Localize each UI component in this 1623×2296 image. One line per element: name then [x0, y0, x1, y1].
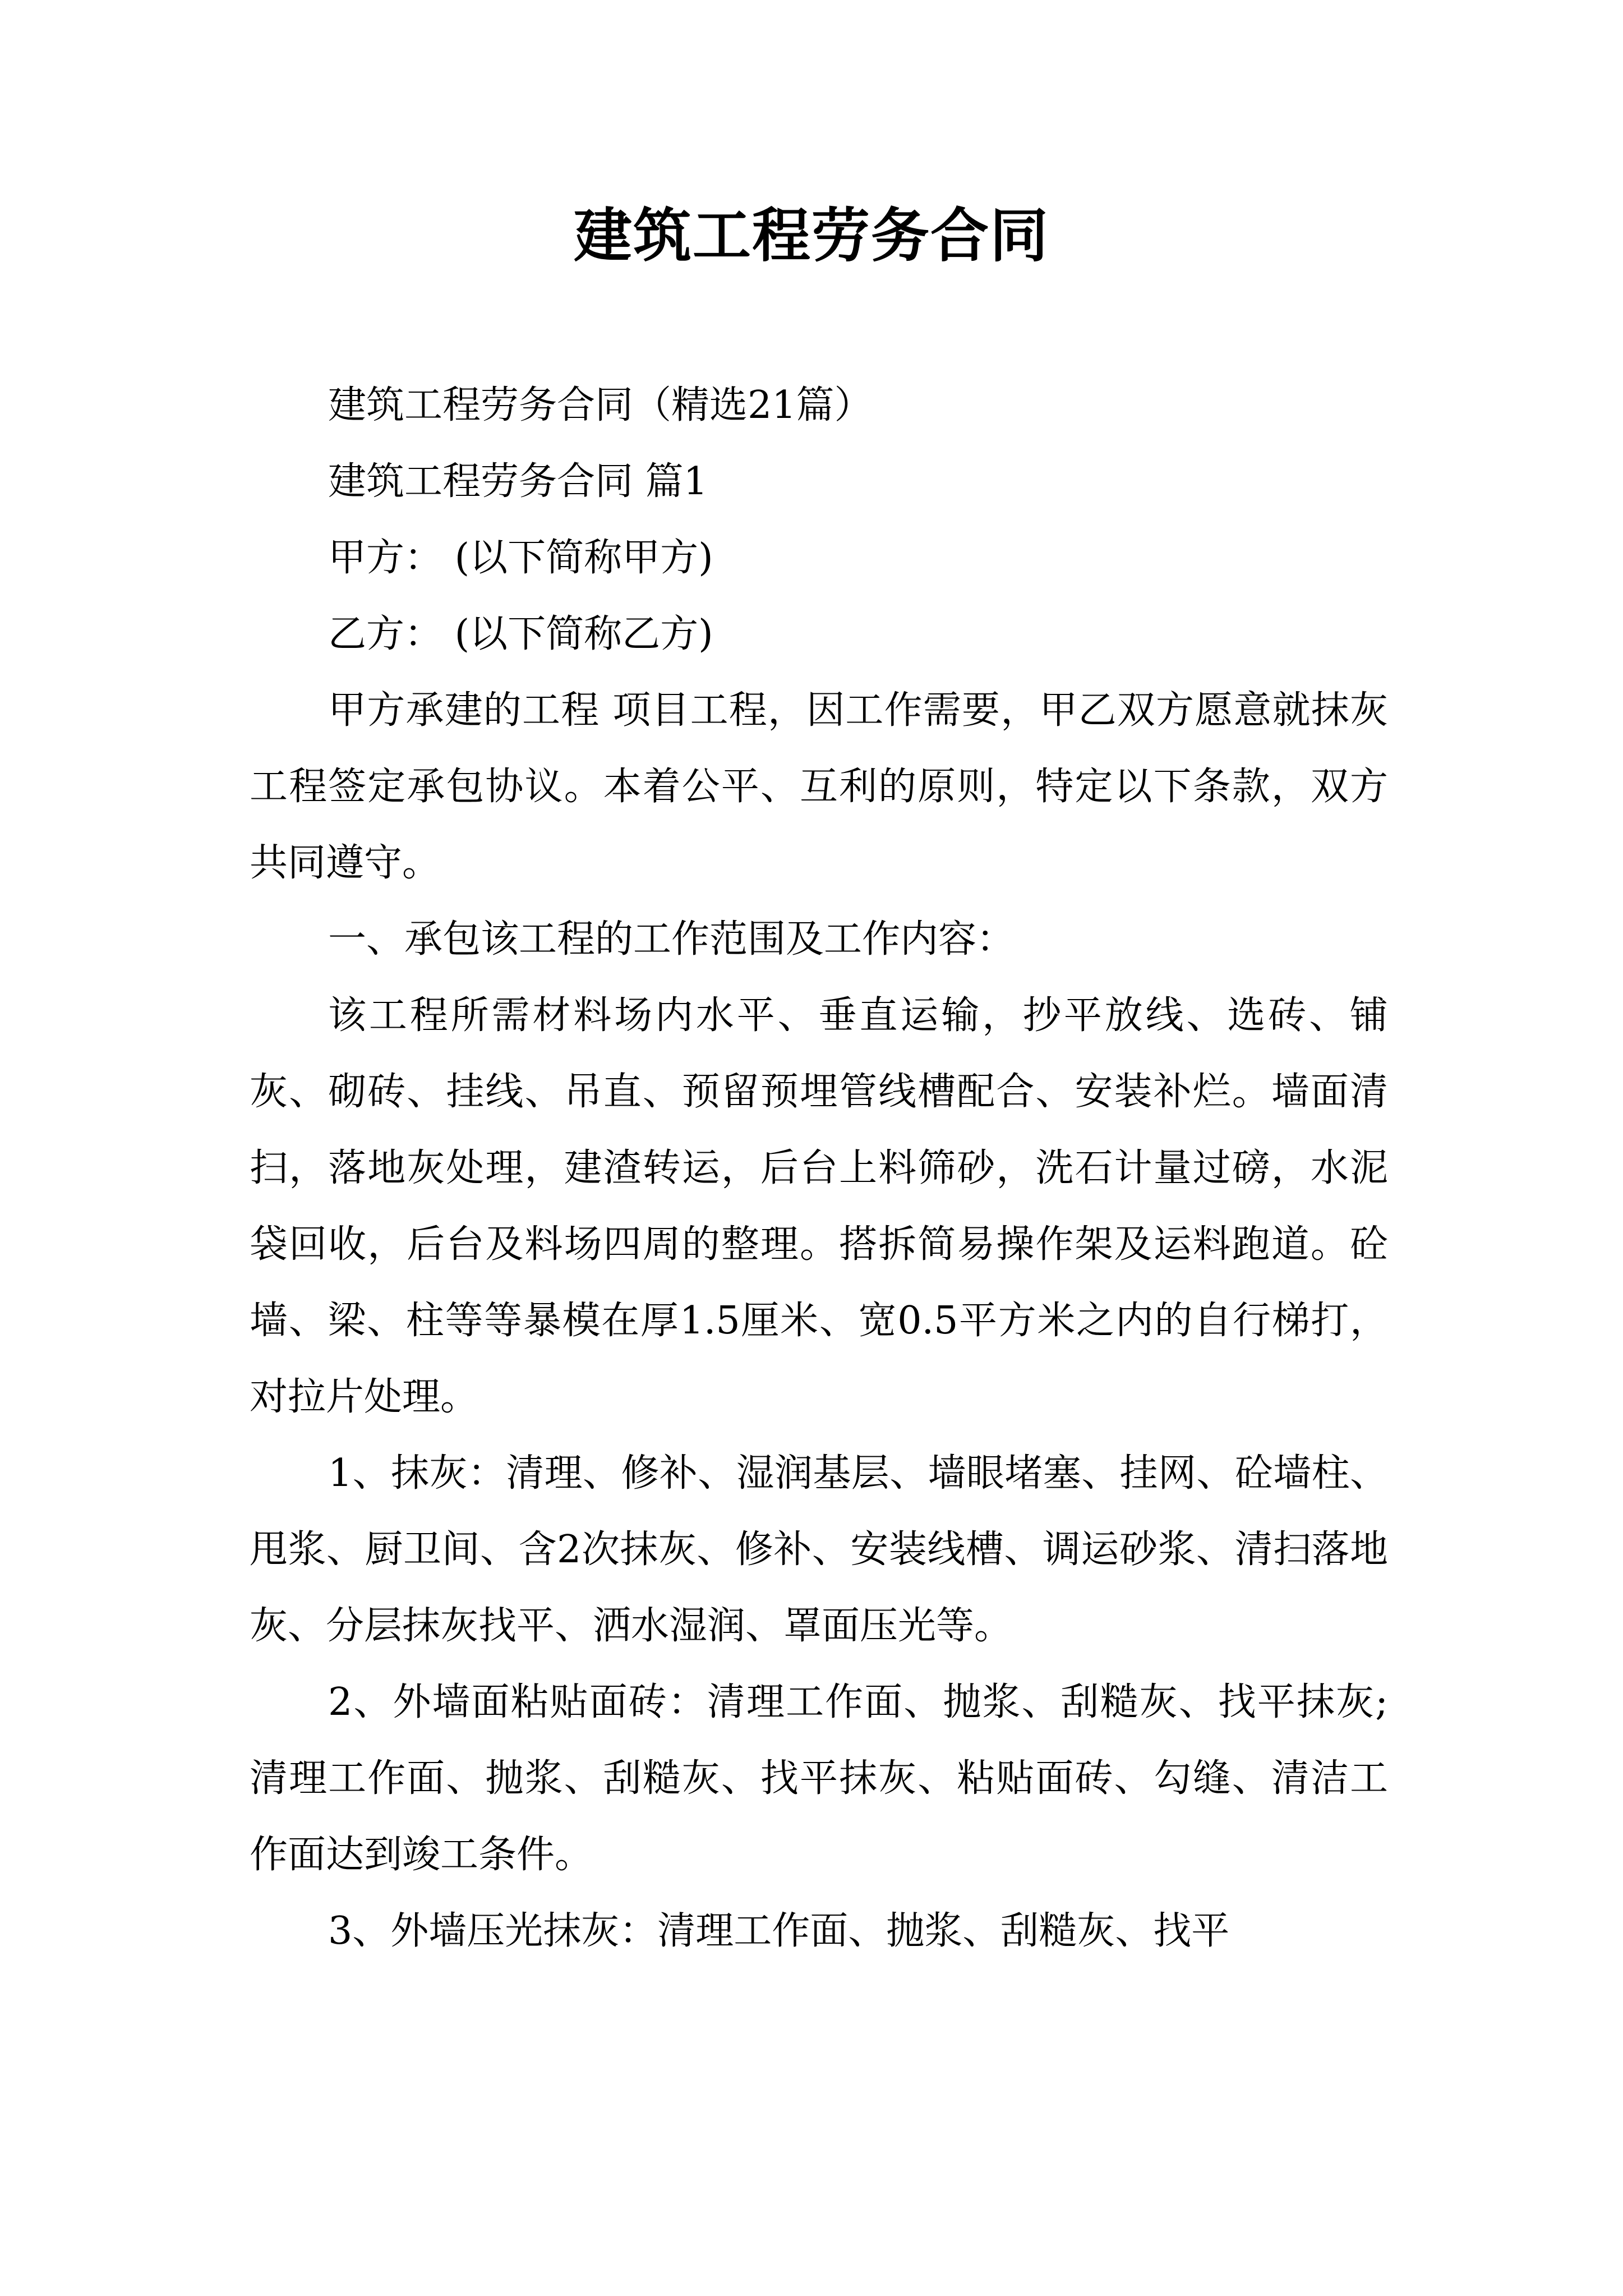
paragraph-scope-heading: 一、承包该工程的工作范围及工作内容：: [328, 917, 1015, 961]
paragraph-subtitle: 建筑工程劳务合同（精选21篇）: [328, 383, 873, 427]
document-body: [250, 367, 1388, 1970]
paragraph-party-a: 甲方： (以下简称甲方): [328, 536, 713, 580]
paragraph-party-b: 乙方： (以下简称乙方): [328, 612, 713, 656]
paragraph-scope-content: 该工程所需材料场内水平、垂直运输，抄平放线、选砖、铺灰、砌砖、挂线、吊直、预留预埋管线槽配合、安装补烂。墙面清扫，落地灰处理，建渣转运，后台上料筛砂，洗石计量过磅，水泥袋回收，后台及料场四周的整理。搭拆简易操作架及运料跑道。砼墙、梁、柱等等暴模在厚1.5厘米、宽0.5平方米之内的自行梯打，对拉片处理。: [250, 993, 1388, 1419]
document-title: 建筑工程劳务合同: [573, 201, 1049, 270]
paragraph-section-heading: 建筑工程劳务合同 篇1: [328, 459, 708, 504]
paragraph-item-2: 2、外墙面粘贴面砖：清理工作面、抛浆、刮糙灰、找平抹灰;清理工作面、抛浆、刮糙灰、找平抹灰、粘贴面砖、勾缝、清洁工作面达到竣工条件。: [250, 1680, 1388, 1877]
paragraph-intro: 甲方承建的工程 项目工程，因工作需要，甲乙双方愿意就抹灰工程签定承包协议。本着公平、互利的原则，特定以下条款，双方共同遵守。: [250, 688, 1388, 885]
paragraph-item-1: 1、抹灰：清理、修补、湿润基层、墙眼堵塞、挂网、砼墙柱、甩浆、厨卫间、含2次抹灰、修补、安装线槽、调运砂浆、清扫落地灰、分层抹灰找平、洒水湿润、罩面压光等。: [250, 1451, 1388, 1648]
paragraph-item-3: 3、外墙压光抹灰：清理工作面、抛浆、刮糙灰、找平: [328, 1909, 1230, 1953]
